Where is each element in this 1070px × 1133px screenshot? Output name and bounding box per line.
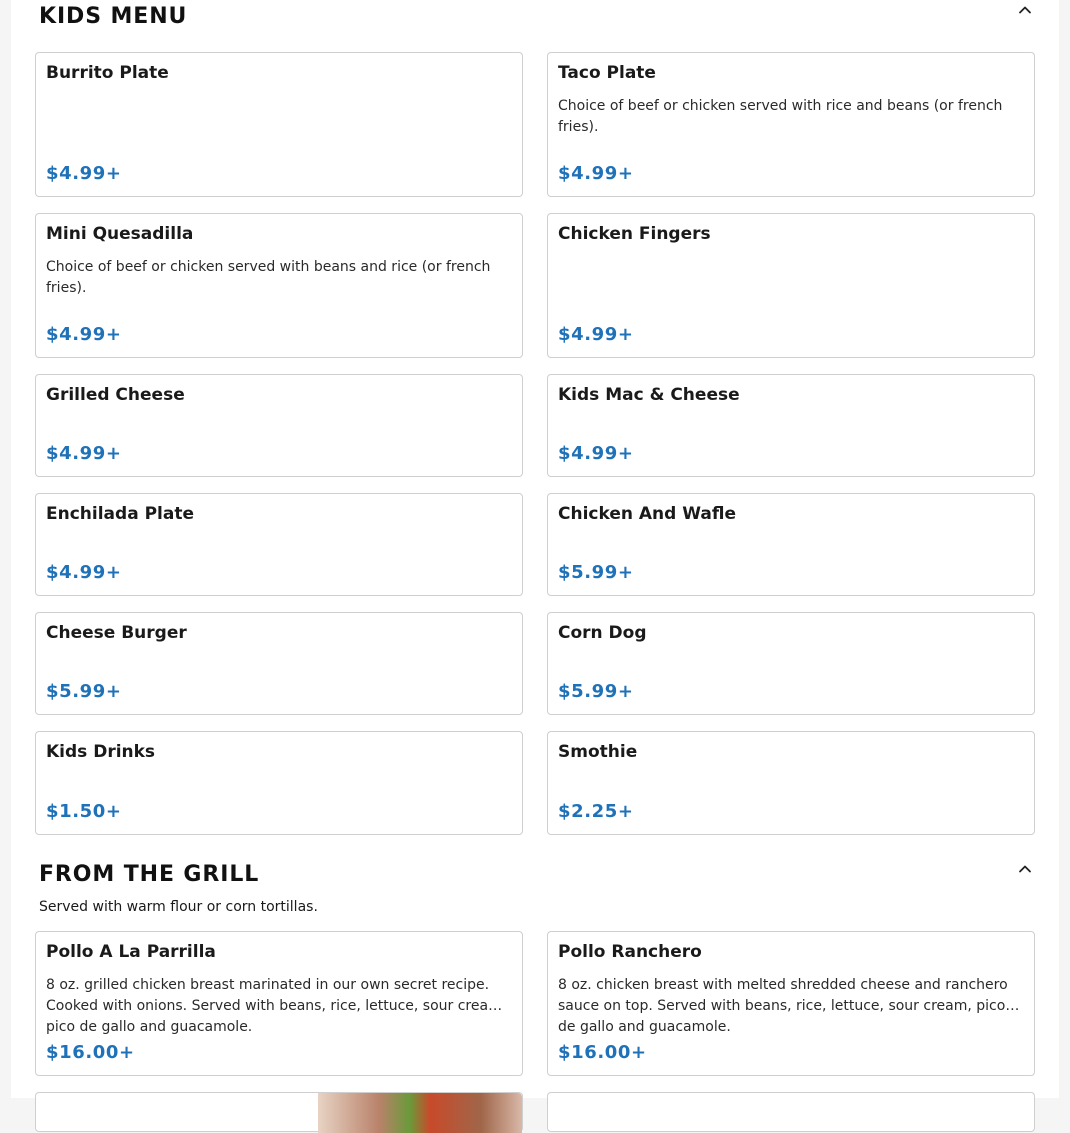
item-name: Chicken And Wafle (558, 504, 736, 524)
item-price: $4.99+ (558, 324, 634, 345)
item-name: Pollo A La Parrilla (46, 942, 216, 962)
menu-item-card[interactable] (35, 731, 523, 835)
menu-item-card[interactable] (547, 213, 1035, 358)
menu-item-card[interactable] (547, 731, 1035, 835)
item-name: Smothie (558, 742, 638, 762)
menu-item-card[interactable] (35, 213, 523, 358)
item-name: Mini Quesadilla (46, 224, 194, 244)
item-description: Choice of beef or chicken served with beans and rice (or french fries). (46, 259, 491, 296)
menu-item-card[interactable] (35, 931, 523, 1076)
item-name: Grilled Cheese (46, 385, 185, 405)
menu-item-card[interactable] (547, 52, 1035, 197)
item-name: Taco Plate (558, 63, 656, 83)
menu-item-card[interactable] (35, 374, 523, 477)
item-price: $4.99+ (46, 562, 122, 583)
item-description: 8 oz. grilled chicken breast marinated in our own secret recipe. Cooked with onions. Served with beans, rice, lettuce, sour cream, pico de gallo and guacamole. (46, 977, 507, 1035)
kids-menu-section (11, 0, 1059, 840)
item-name: Enchilada Plate (46, 504, 194, 524)
menu-item-card[interactable] (35, 52, 523, 197)
section-description: Served with warm flour or corn tortillas. (39, 899, 318, 915)
item-price: $16.00+ (558, 1042, 647, 1063)
item-name: Kids Mac & Cheese (558, 385, 740, 405)
menu-item-card[interactable] (35, 1092, 523, 1132)
item-price: $4.99+ (558, 443, 634, 464)
menu-item-card[interactable] (547, 931, 1035, 1076)
menu-item-card[interactable] (547, 374, 1035, 477)
item-price: $5.99+ (46, 681, 122, 702)
item-price: $4.99+ (46, 163, 122, 184)
section-title: FROM THE GRILL (39, 862, 260, 887)
item-price: $5.99+ (558, 562, 634, 583)
collapse-button[interactable] (1013, 857, 1037, 881)
item-name: Pollo Ranchero (558, 942, 702, 962)
chevron-up-icon (1017, 2, 1033, 18)
menu-page (11, 0, 1059, 1098)
menu-item-card[interactable] (547, 493, 1035, 596)
item-price: $16.00+ (46, 1042, 135, 1063)
item-price: $4.99+ (46, 443, 122, 464)
item-name: Cheese Burger (46, 623, 187, 643)
item-name: Chicken Fingers (558, 224, 711, 244)
menu-item-card[interactable] (35, 612, 523, 715)
item-price: $2.25+ (558, 801, 634, 822)
collapse-button[interactable] (1013, 0, 1037, 22)
item-price: $5.99+ (558, 681, 634, 702)
item-name: Kids Drinks (46, 742, 156, 762)
from-the-grill-section (11, 840, 1059, 1098)
item-price: $4.99+ (558, 163, 634, 184)
item-description: Choice of beef or chicken served with rice and beans (or french fries). (558, 98, 1003, 135)
item-name: Burrito Plate (46, 63, 169, 83)
menu-item-card[interactable] (547, 612, 1035, 715)
item-description: 8 oz. chicken breast with melted shredded cheese and ranchero sauce on top. Served with beans, rice, lettuce, sour cream, pico de gallo and guacamole. (558, 977, 1008, 1035)
menu-item-card[interactable] (547, 1092, 1035, 1132)
menu-item-card[interactable] (35, 493, 523, 596)
item-name: Corn Dog (558, 623, 647, 643)
item-price: $4.99+ (46, 324, 122, 345)
item-price: $1.50+ (46, 801, 122, 822)
food-photo (318, 1093, 522, 1133)
chevron-up-icon (1017, 861, 1033, 877)
section-title: KIDS MENU (39, 4, 188, 29)
